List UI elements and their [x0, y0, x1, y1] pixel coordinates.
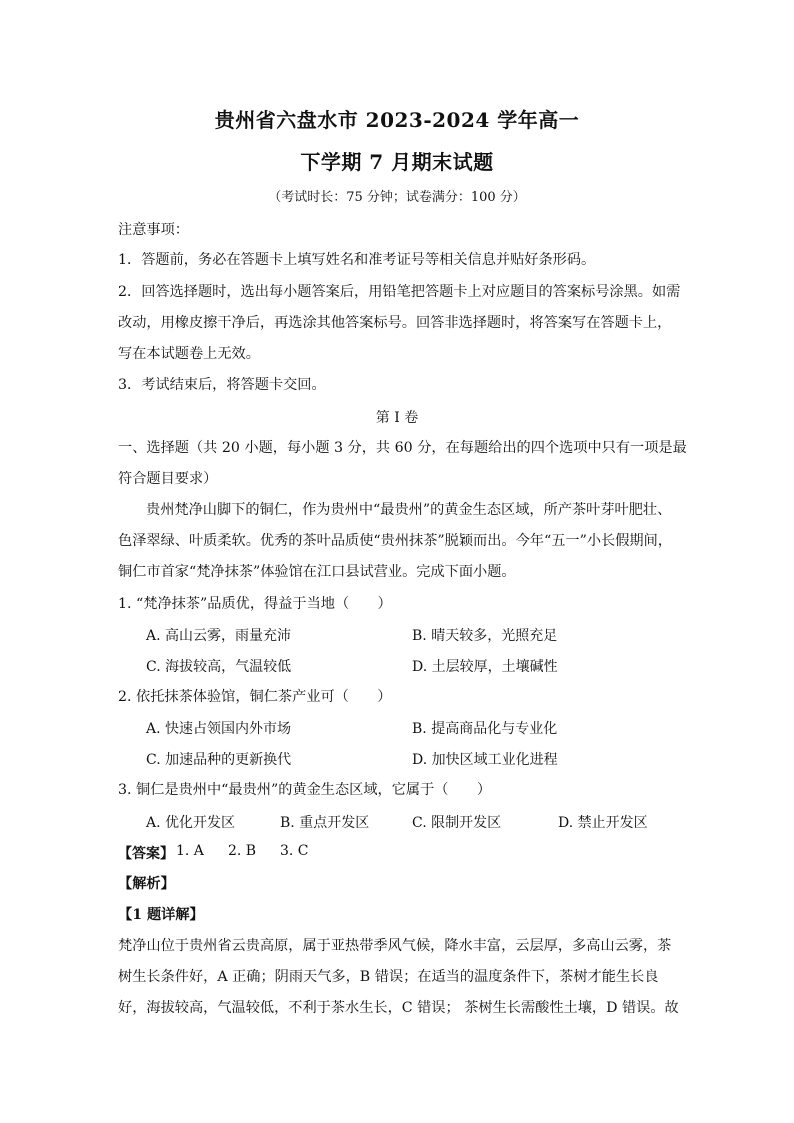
passage-line-2: 色泽翠绿、叶质柔软。优秀的茶叶品质使“贵州抹茶”脱颖而出。今年“五一”小长假期间， — [118, 533, 672, 549]
question-2-stem: 2. 依托抹茶体验馆，铜仁茶产业可（ ） — [118, 689, 392, 705]
q3-option-b: B. 重点开发区 — [280, 815, 370, 831]
q1-option-b: B. 晴天较多，光照充足 — [412, 628, 558, 644]
note-item-1: 1．答题前，务必在答题卡上填写姓名和准考证号等相关信息并贴好条形码。 — [118, 252, 596, 268]
note-item-2-cont: 改动，用橡皮擦干净后，再选涂其他答案标号。回答非选择题时，将答案写在答题卡上， — [118, 315, 672, 331]
answer-1: 1. A — [176, 843, 204, 859]
q1-detail-label: 【1 题详解】 — [118, 907, 204, 923]
notes-heading: 注意事项： — [118, 222, 189, 238]
note-item-2: 2．回答选择题时，选出每小题答案后，用铅笔把答题卡上对应题目的答案标号涂黑。如需 — [118, 284, 681, 300]
q1-option-c: C. 海拔较高，气温较低 — [146, 659, 292, 675]
question-1-stem: 1. “梵净抹茶”品质优，得益于当地（ ） — [118, 596, 392, 612]
analysis-line-2: 树生长条件好，A 正确；阴雨天气多，B 错误；在适当的温度条件下，茶树才能生长良 — [118, 969, 659, 985]
q1-option-d: D. 土层较厚，土壤碱性 — [412, 659, 558, 675]
question-3-stem: 3. 铜仁是贵州中“最贵州”的黄金生态区域，它属于（ ） — [118, 782, 492, 798]
doc-title-line2: 下学期 7 月期末试题 — [300, 150, 494, 174]
note-item-2-end: 写在本试题卷上无效。 — [118, 346, 260, 362]
volume-label: 第 I 卷 — [375, 410, 419, 426]
passage-line-1: 贵州梵净山脚下的铜仁，作为贵州中“最贵州”的黄金生态区域，所产茶叶芽叶肥壮、 — [146, 502, 672, 518]
analysis-line-3: 好，海拔较高，气温较低，不利于茶水生长，C 错误； 茶树生长需酸性土壤，D 错误。故 — [118, 1000, 679, 1016]
q3-option-d: D. 禁止开发区 — [558, 815, 648, 831]
q2-option-b: B. 提高商品化与专业化 — [412, 721, 558, 737]
doc-title-line1: 贵州省六盘水市 2023-2024 学年高一 — [214, 108, 580, 132]
answer-2: 2. B — [228, 843, 257, 859]
answer-3: 3. C — [280, 843, 309, 859]
section-heading: 一、选择题（共 20 小题，每小题 3 分，共 60 分，在每题给出的四个选项中只有一项是最 — [118, 440, 687, 456]
analysis-label: 【解析】 — [118, 876, 175, 892]
passage-line-3: 铜仁市首家“梵净抹茶”体验馆在江口县试营业。完成下面小题。 — [118, 564, 516, 580]
q2-option-d: D. 加快区域工业化进程 — [412, 752, 558, 768]
q3-option-a: A. 优化开发区 — [146, 815, 236, 831]
q3-option-c: C. 限制开发区 — [412, 815, 502, 831]
q1-option-a: A. 高山云雾，雨量充沛 — [146, 628, 292, 644]
note-item-3: 3．考试结束后，将答题卡交回。 — [118, 377, 326, 393]
analysis-line-1: 梵净山位于贵州省云贵高原，属于亚热带季风气候，降水丰富，云层厚，多高山云雾，茶 — [118, 938, 672, 954]
q2-option-c: C. 加速品种的更新换代 — [146, 752, 292, 768]
answer-label: 【答案】 — [118, 846, 174, 862]
exam-info: （考试时长：75 分钟；试卷满分：100 分） — [268, 190, 526, 205]
q2-option-a: A. 快速占领国内外市场 — [146, 721, 292, 737]
section-heading-cont: 符合题目要求） — [118, 471, 218, 487]
